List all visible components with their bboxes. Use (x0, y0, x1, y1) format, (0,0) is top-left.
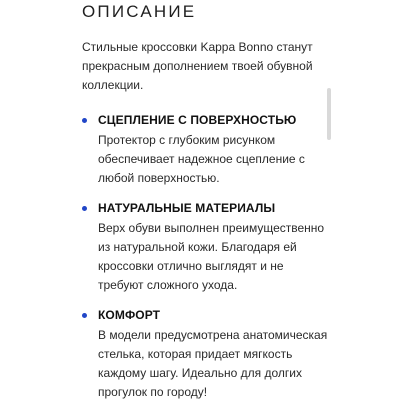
feature-item-materials (82, 200, 330, 295)
intro-text: Стильные кроссовки Kappa Bonno станут прекрасным дополнением твоей обувной коллекции. (82, 40, 313, 92)
feature-text: Протектор с глубоким рисунком обеспечивает надежное сцепление с любой поверхностью. (98, 133, 305, 185)
feature-text: В модели предусмотрена анатомическая стелька, которая придает мягкость каждому шагу. Идеально для долгих прогулок по городу! (98, 328, 328, 399)
bullet-icon (82, 206, 87, 211)
feature-title: КОМФОРТ (98, 308, 161, 322)
feature-title: НАТУРАЛЬНЫЕ МАТЕРИАЛЫ (98, 201, 276, 215)
feature-text: Верх обуви выполнен преимущественно из натуральной кожи. Благодаря ей кроссовки отлично выглядят и не требуют сложного ухода. (98, 221, 325, 292)
feature-item-comfort (82, 307, 330, 400)
feature-item-grip (82, 112, 330, 188)
bullet-icon (82, 118, 87, 123)
feature-list (82, 112, 330, 400)
feature-title: СЦЕПЛЕНИЕ С ПОВЕРХНОСТЬЮ (98, 113, 297, 127)
bullet-icon (82, 313, 87, 318)
section-heading: ОПИСАНИЕ (82, 2, 197, 21)
